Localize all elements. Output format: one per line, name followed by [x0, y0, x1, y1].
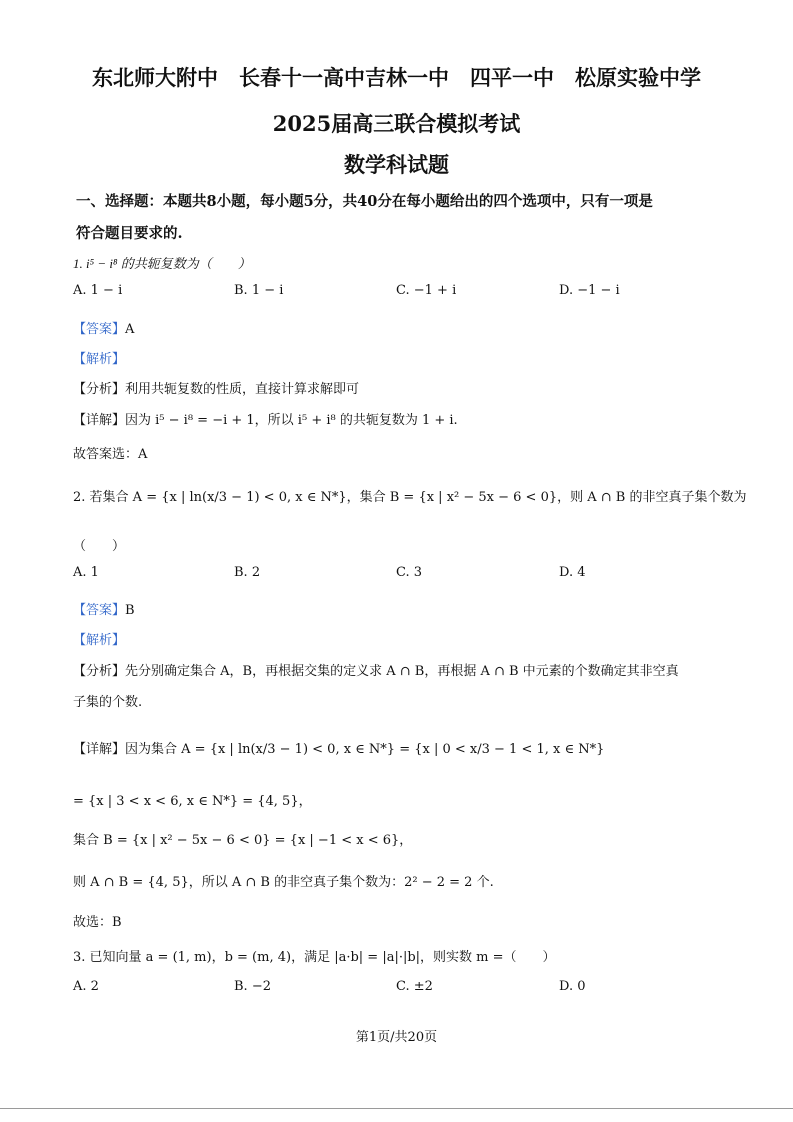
q2-option-d: D. 4: [559, 565, 586, 580]
q2-detail-line4: 则 A ∩ B = {4, 5}，所以 A ∩ B 的非空真子集个数为：2² − 2 = 2 个.: [73, 875, 494, 890]
school-list: 东北师大附中 长春十一高中吉林一中 四平一中 松原实验中学: [92, 65, 701, 90]
q2-option-c: C. 3: [396, 565, 423, 580]
q1-stem: 1. i⁵ − i⁸ 的共轭复数为（ ）: [73, 256, 251, 271]
q1-option-d: D. −1 − i: [559, 283, 620, 298]
q2-detail-line3: 集合 B = {x | x² − 5x − 6 < 0} = {x | −1 < x < 6}，: [73, 833, 413, 848]
q1-answer: [73, 318, 134, 337]
q3-option-a: A. 2: [73, 979, 99, 994]
q1-conclusion: 故答案选：A: [73, 447, 148, 462]
q2-detail-line1: [73, 738, 604, 757]
q3-option-b: B. −2: [234, 979, 271, 994]
q1-option-a: A. 1 − i: [73, 283, 123, 298]
answer-tag: 【答案】: [73, 322, 126, 337]
q1-option-c: C. −1 + i: [396, 283, 457, 298]
q2-option-b: B. 2: [234, 565, 261, 580]
exam-title: 2025届高三联合模拟考试: [272, 111, 521, 136]
detail-tag: 【详解】: [73, 413, 126, 428]
fenxi-text: 先分别确定集合 A，B，再根据交集的定义求 A ∩ B，再根据 A ∩ B 中元素的个数确定其非空真: [125, 664, 679, 679]
q3-stem: 3. 已知向量 a = (1, m)，b = (m, 4)，满足 |a·b| = |a|·|b|，则实数 m =（ ）: [73, 950, 556, 965]
page-bottom-rule: [0, 1108, 793, 1109]
q3-option-d: D. 0: [559, 979, 586, 994]
q2-conclusion: 故选：B: [73, 915, 122, 930]
answer-tag: 【答案】: [73, 603, 126, 618]
q2-fenxi-line2: 子集的个数.: [73, 695, 143, 710]
q1-fenxi: [73, 378, 359, 397]
q2-fenxi-line1: [73, 660, 679, 679]
q2-stem: 2. 若集合 A = {x | ln(x/3 − 1) < 0, x ∈ N*}，集合 B = {x | x² − 5x − 6 < 0}，则 A ∩ B 的非空真子集个数为: [73, 490, 747, 505]
section-heading-line1: 一、选择题：本题共8小题，每小题5分，共40分在每小题给出的四个选项中，只有一项是: [76, 193, 653, 210]
q2-paren: （ ）: [73, 539, 126, 554]
fenxi-tag: 【分析】: [73, 664, 126, 679]
q1-analysis-tag: 【解析】: [73, 352, 126, 367]
q2-answer: [73, 599, 135, 618]
q2-option-a: A. 1: [73, 565, 99, 580]
q1-detail: [73, 409, 458, 428]
fenxi-text: 利用共轭复数的性质，直接计算求解即可: [125, 382, 360, 397]
section-heading-line2: 符合题目要求的.: [76, 225, 183, 242]
q1-option-b: B. 1 − i: [234, 283, 284, 298]
detail-text: 因为 i⁵ − i⁸ = −i + 1，所以 i⁵ + i⁸ 的共轭复数为 1 + i.: [125, 413, 458, 428]
q2-analysis-tag: 【解析】: [73, 633, 126, 648]
q3-option-c: C. ±2: [396, 979, 433, 994]
detail-tag: 【详解】: [73, 742, 126, 757]
q2-detail-line2: = {x | 3 < x < 6, x ∈ N*} = {4, 5}，: [73, 794, 312, 809]
answer-value: B: [125, 603, 135, 618]
subject-title: 数学科试题: [344, 152, 449, 177]
answer-value: A: [125, 322, 135, 337]
fenxi-tag: 【分析】: [73, 382, 126, 397]
detail-text: 因为集合 A = {x | ln(x/3 − 1) < 0, x ∈ N*} = {x | 0 < x/3 − 1 < 1, x ∈ N*}: [125, 742, 605, 757]
page-number: 第1页/共20页: [355, 1030, 438, 1045]
